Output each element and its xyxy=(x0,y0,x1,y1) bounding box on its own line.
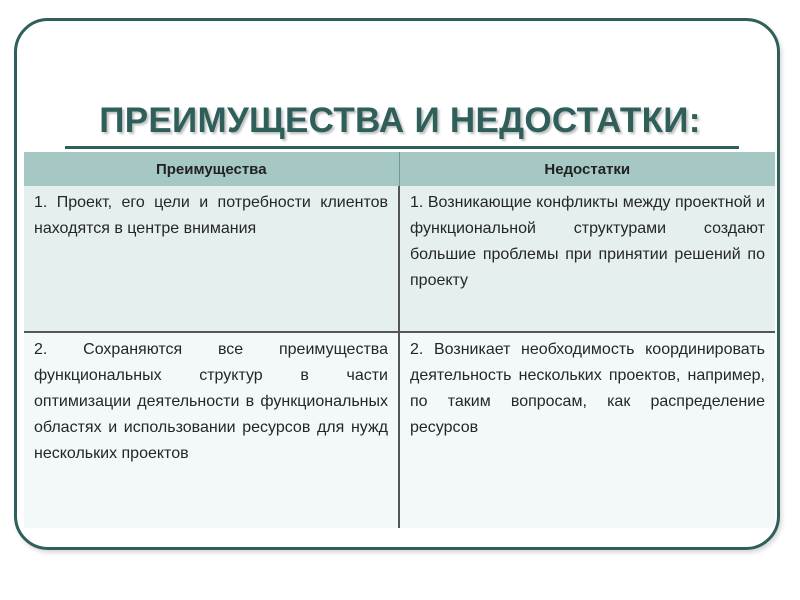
column-header-advantages: Преимущества xyxy=(24,152,399,186)
table-row xyxy=(24,332,775,528)
table-cell-advantage-2: 2. Сохраняются все преимущества функциональных структур в части оптимизации деятельности в функциональных областях и использовании ресурсов для нужд нескольких проектов xyxy=(24,332,399,528)
table-cell-disadvantage-2: 2. Возникает необходимость координировать деятельность нескольких проектов, например, по таким вопросам, как распределение ресурсов xyxy=(399,332,775,528)
table-cell-disadvantage-1: 1. Возникающие конфликты между проектной и функциональной структурами создают большие проблемы при принятии решений по проекту xyxy=(399,186,775,332)
comparison-table xyxy=(24,152,775,528)
table-cell-advantage-1: 1. Проект, его цели и потребности клиентов находятся в центре внимания xyxy=(24,186,399,332)
table-row xyxy=(24,186,775,332)
column-header-disadvantages: Недостатки xyxy=(399,152,775,186)
table-header-row xyxy=(24,152,775,186)
title-underline xyxy=(65,146,739,149)
page-title: ПРЕИМУЩЕСТВА И НЕДОСТАТКИ: xyxy=(99,101,701,140)
